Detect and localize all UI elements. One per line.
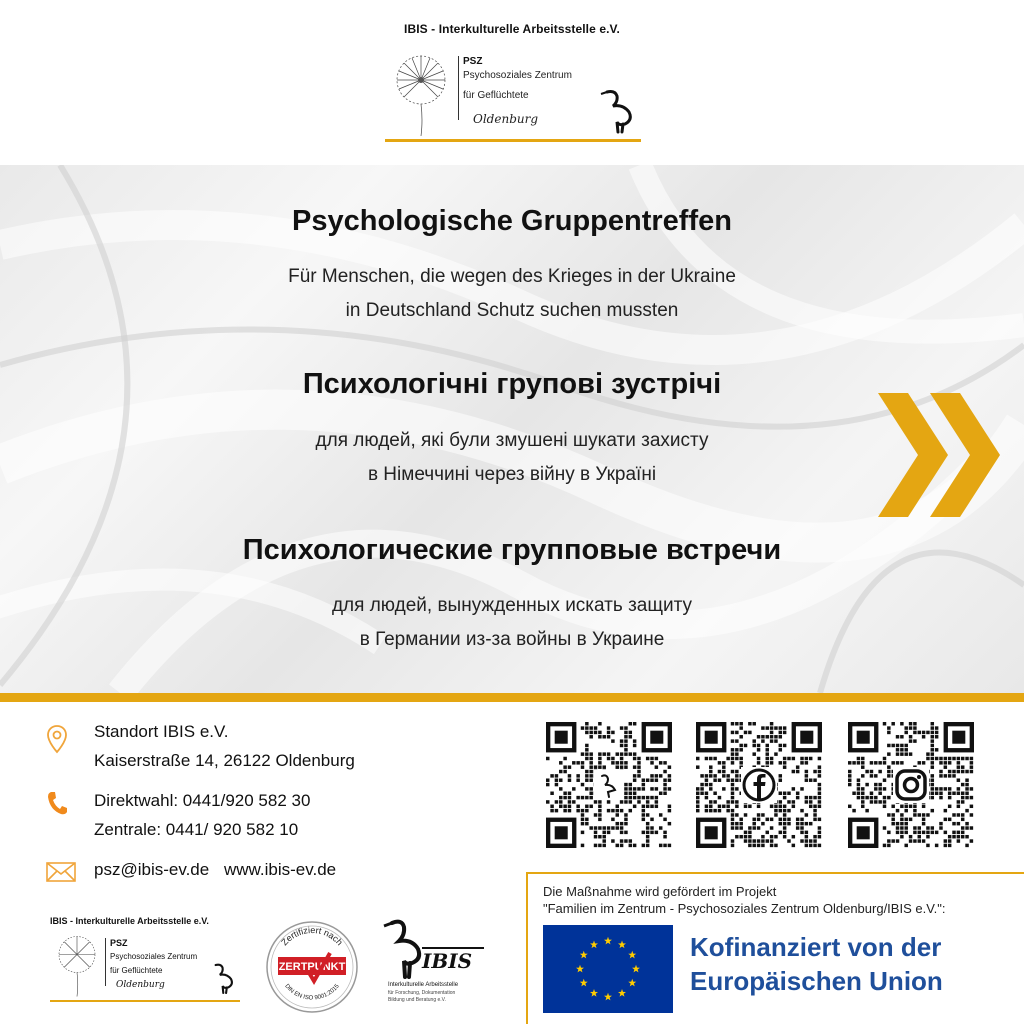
org-title: IBIS - Interkulturelle Arbeitsstelle e.V. xyxy=(404,22,620,36)
footer-psz-logo xyxy=(50,932,240,1002)
subtitle-ukrainian-1: для людей, які були змушені шукати захисту xyxy=(315,430,709,451)
crane-bird-icon xyxy=(599,88,639,136)
logo-line-2: für Geflüchtete xyxy=(463,90,529,101)
mail-icon xyxy=(46,862,76,882)
psz-logo xyxy=(385,50,641,142)
subtitle-ukrainian-2: в Німеччині через війну в Україні xyxy=(367,464,657,485)
cert-mark-text: ZERTPUNKT xyxy=(278,961,346,973)
footer-logo-line-2: für Geflüchtete xyxy=(110,966,163,975)
ibis-name: IBIS xyxy=(422,949,473,973)
facebook-icon xyxy=(741,767,777,803)
divider-bar xyxy=(0,693,1024,702)
certification-seal xyxy=(264,919,360,1015)
instagram-icon xyxy=(893,767,929,803)
ibis-caption-2: für Forschung, Dokumentation xyxy=(388,990,456,996)
crane-bird-icon xyxy=(210,962,238,996)
subtitle-german-1: Für Menschen, die wegen des Krieges in der Ukraine xyxy=(288,266,736,287)
phone-direct: Direktwahl: 0441/920 582 30 xyxy=(94,791,311,810)
logo-psz: PSZ xyxy=(463,56,483,67)
logo-script: Oldenburg xyxy=(473,112,539,126)
dandelion-icon xyxy=(385,50,457,138)
logo-line-1: Psychosoziales Zentrum xyxy=(463,70,572,81)
location-name: Standort IBIS e.V. xyxy=(94,722,229,741)
phone-icon xyxy=(46,790,68,816)
title-ukrainian: Психологічні групові зустрічі xyxy=(302,368,722,400)
address-text: Kaiserstraße 14, 26122 Oldenburg xyxy=(94,751,355,770)
ibis-caption-3: Bildung und Beratung e.V. xyxy=(388,997,446,1003)
website-link[interactable]: www.ibis-ev.de xyxy=(224,860,337,879)
title-russian: Психологические групповые встречи xyxy=(242,534,782,566)
qr-code-facebook[interactable] xyxy=(696,722,822,848)
email-link[interactable]: psz@ibis-ev.de xyxy=(94,860,210,879)
qr-code-instagram[interactable] xyxy=(848,722,974,848)
ibis-logo xyxy=(380,915,490,1015)
ibis-bird-icon xyxy=(594,770,624,800)
eu-cofunded-text-1: Kofinanziert von der xyxy=(690,932,942,962)
subtitle-german-2: in Deutschland Schutz suchen mussten xyxy=(345,300,679,321)
qr-code-website[interactable] xyxy=(546,722,672,848)
funding-note-1: Die Maßnahme wird gefördert im Projekt xyxy=(543,884,777,899)
funding-note-2: "Familien im Zentrum - Psychosoziales Zentrum Oldenburg/IBIS e.V.": xyxy=(543,901,946,916)
ibis-crane-icon xyxy=(382,917,426,981)
title-german: Psychologische Gruppentreffen xyxy=(292,205,732,237)
cert-norm-text: DIN EN ISO 9001:2015 xyxy=(283,983,341,1002)
footer-logo-line-1: Psychosoziales Zentrum xyxy=(110,952,198,961)
eu-cofunded-text-2: Europäischen Union xyxy=(690,966,943,996)
footer-org-title: IBIS - Interkulturelle Arbeitsstelle e.V. xyxy=(50,916,209,926)
ibis-caption-1: Interkulturelle Arbeitsstelle xyxy=(388,982,459,988)
cert-arc-text: Zertifiziert nach xyxy=(279,924,345,948)
subtitle-russian-1: для людей, вынужденных искать защиту xyxy=(331,595,693,616)
footer-logo-script: Oldenburg xyxy=(116,980,165,990)
dandelion-icon xyxy=(50,932,104,998)
phone-central: Zentrale: 0441/ 920 582 10 xyxy=(94,820,299,839)
footer-logo-psz: PSZ xyxy=(110,938,128,948)
double-chevron-icon xyxy=(878,393,1008,517)
content-panel xyxy=(0,165,1024,693)
eu-flag-icon xyxy=(543,925,673,1013)
location-pin-icon xyxy=(46,724,68,754)
subtitle-russian-2: в Германии из-за войны в Украине xyxy=(359,629,665,650)
